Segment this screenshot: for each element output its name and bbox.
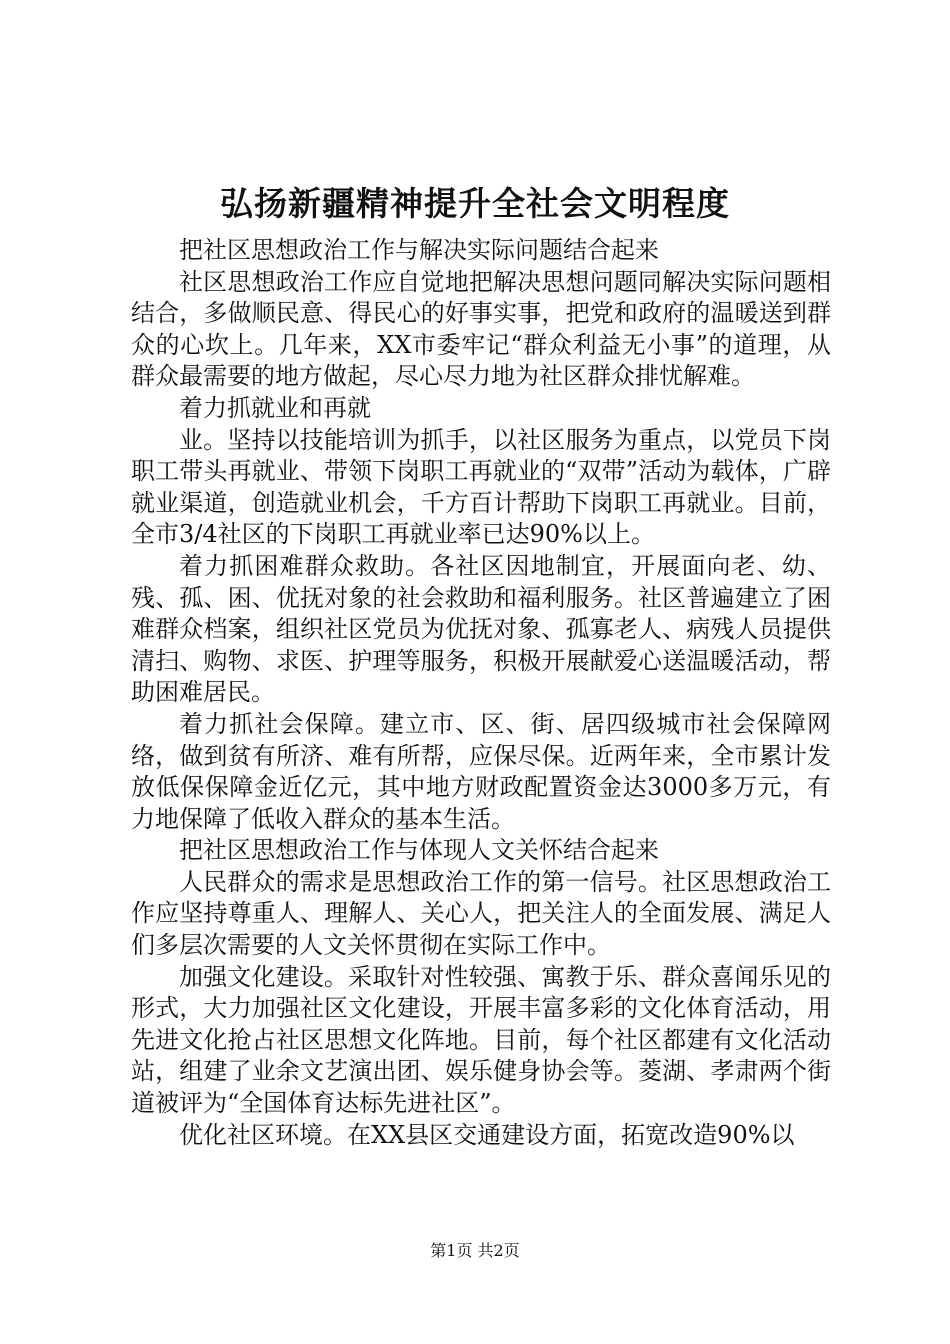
body-paragraph: 优化社区环境。在XX县区交通建设方面，拓宽改造90%以 <box>179 1120 795 1149</box>
body-paragraph: 人民群众的需求是思想政治工作的第一信号。社区思想政治工作应坚持尊重人、理解人、关心人，把关注人的全面发展、满足人们多层次需要的人文关怀贯彻在实际工作中。 <box>131 867 831 960</box>
section-heading: 把社区思想政治工作与解决实际问题结合起来 <box>179 236 659 264</box>
page-footer: 第1页 共2页 <box>430 1241 520 1260</box>
body-paragraph: 业。坚持以技能培训为抓手，以社区服务为重点，以党员下岗职工带头再就业、带领下岗职工再就业的“双带”活动为载体，广辟就业渠道，创造就业机会，千方百计帮助下岗职工再就业。目前，全市3/4社区的下岗职工再就业率已达90%以上。 <box>131 425 831 549</box>
body-paragraph: 着力抓社会保障。建立市、区、街、居四级城市社会保障网络，做到贫有所济、难有所帮，应保尽保。近两年来，全市累计发放低保保障金近亿元，其中地方财政配置资金达3000多万元，有力地保障了低收入群众的基本生活。 <box>131 709 831 833</box>
section-heading: 着力抓就业和再就 <box>179 393 371 422</box>
document-title: 弘扬新疆精神提升全社会文明程度 <box>220 184 730 223</box>
body-paragraph: 社区思想政治工作应自觉地把解决思想问题同解决实际问题相结合，多做顺民意、得民心的好事实事，把党和政府的温暖送到群众的心坎上。几年来，XX市委牢记“群众利益无小事”的道理，从群众最需要的地方做起，尽心尽力地为社区群众排忧解难。 <box>131 267 831 391</box>
section-heading: 把社区思想政治工作与体现人文关怀结合起来 <box>179 836 659 865</box>
body-paragraph: 着力抓困难群众救助。各社区因地制宜，开展面向老、幼、残、孤、困、优抚对象的社会救助和福利服务。社区普遍建立了困难群众档案，组织社区党员为优抚对象、孤寡老人、病残人员提供清扫、购物、求医、护理等服务，积极开展献爱心送温暖活动，帮助困难居民。 <box>131 551 831 707</box>
body-paragraph: 加强文化建设。采取针对性较强、寓教于乐、群众喜闻乐见的形式，大力加强社区文化建设，开展丰富多彩的文化体育活动，用先进文化抢占社区思想文化阵地。目前，每个社区都建有文化活动站，组建了业余文艺演出团、娱乐健身协会等。菱湖、孝肃两个街道被评为“全国体育达标先进社区”。 <box>131 962 831 1118</box>
document-body <box>131 235 831 1151</box>
